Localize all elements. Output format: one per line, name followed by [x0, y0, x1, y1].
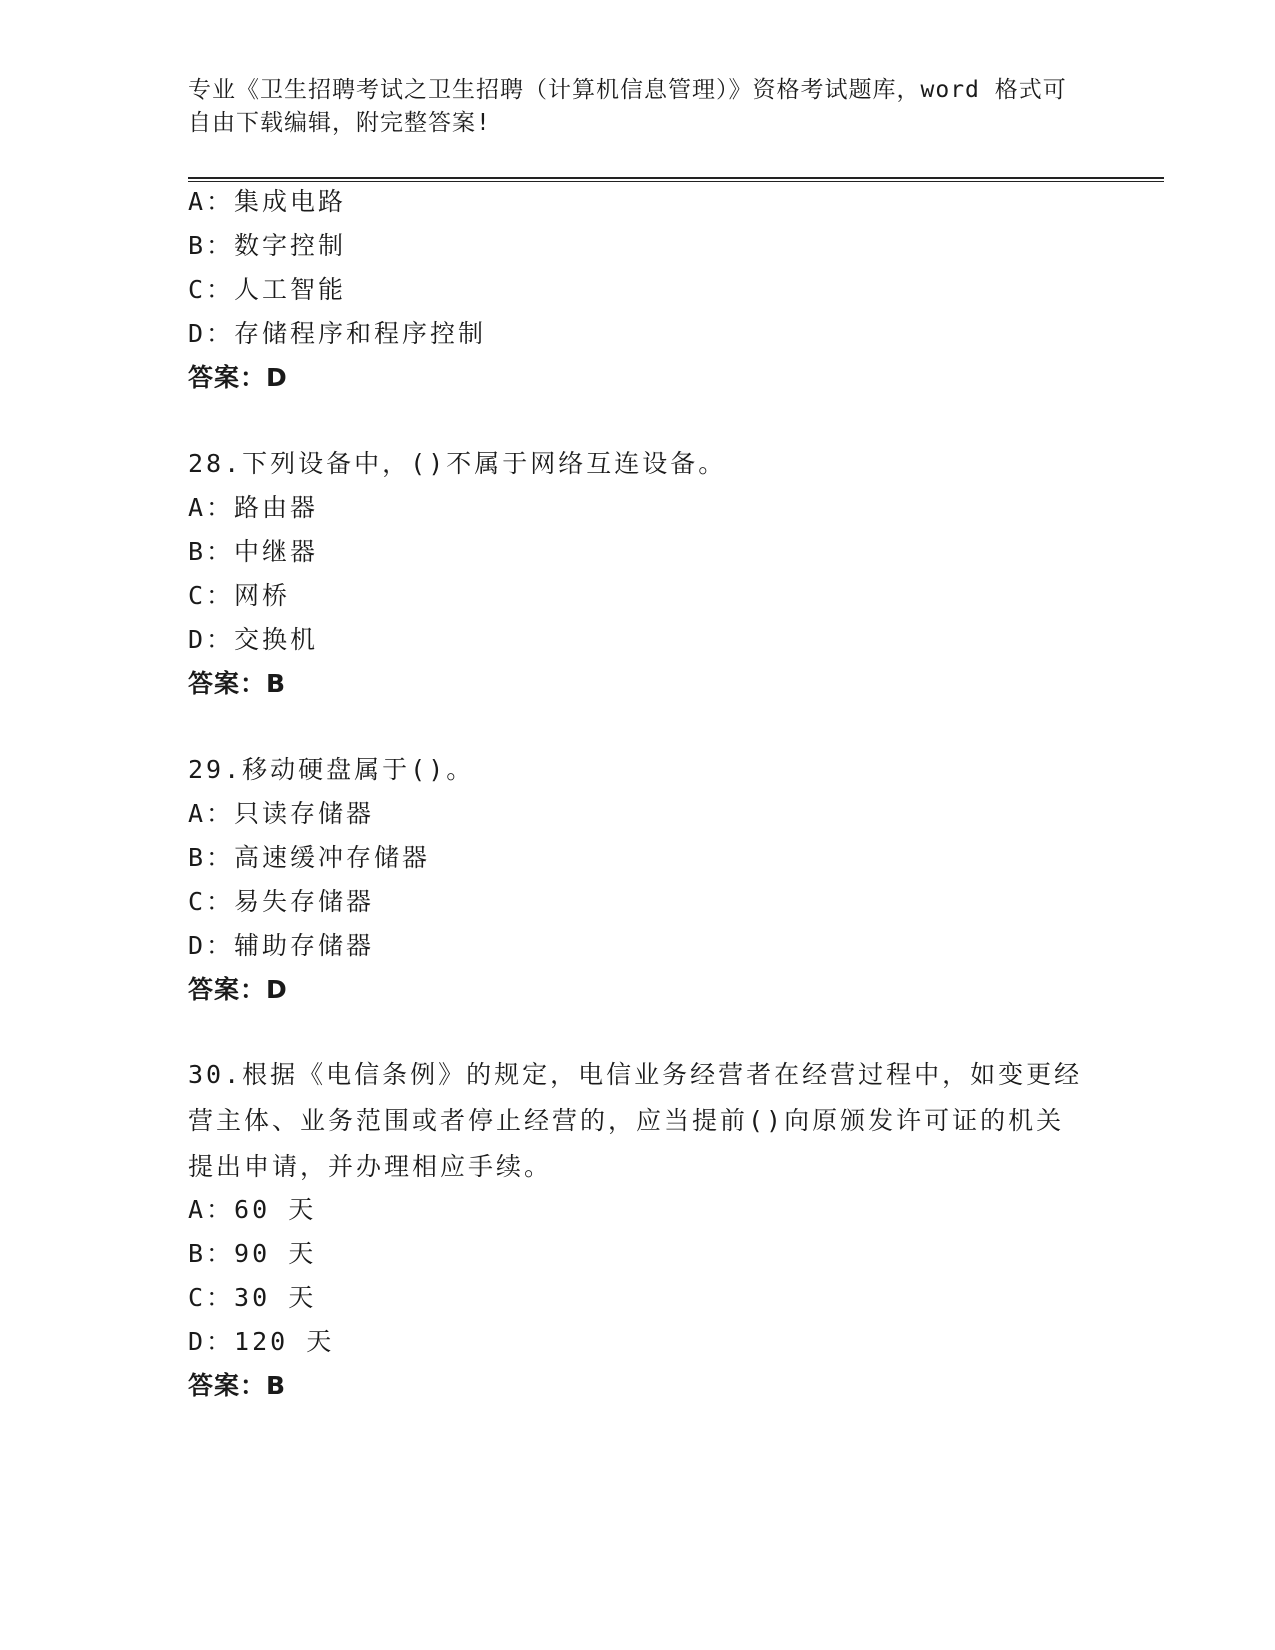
document-header: 专业《卫生招聘考试之卫生招聘（计算机信息管理）》资格考试题库，word 格式可自由下载编辑，附完整答案! — [188, 77, 1067, 136]
q30-answer: 答案：B — [188, 1371, 287, 1400]
q28-answer: 答案：B — [188, 669, 287, 698]
q29-answer: 答案：D — [188, 975, 288, 1004]
q30-option-a: A：60 天 — [188, 1195, 317, 1224]
q29-option-b: B：高速缓冲存储器 — [188, 843, 431, 872]
q29-option-c: C：易失存储器 — [188, 887, 375, 916]
q29-option-a: A：只读存储器 — [188, 799, 375, 828]
q28-option-c: C：网桥 — [188, 581, 291, 610]
q28-option-d: D：交换机 — [188, 625, 319, 654]
q30-option-b: B：90 天 — [188, 1239, 317, 1268]
q29-question: 29.移动硬盘属于()。 — [188, 755, 475, 784]
q27-option-c: C：人工智能 — [188, 275, 347, 304]
q27-answer: 答案：D — [188, 363, 288, 392]
q30-option-d: D：120 天 — [188, 1327, 335, 1356]
q29-option-d: D：辅助存储器 — [188, 931, 375, 960]
q28-option-b: B：中继器 — [188, 537, 319, 566]
q27-option-b: B：数字控制 — [188, 231, 347, 260]
q27-option-a: A：集成电路 — [188, 187, 347, 216]
q28-question: 28.下列设备中，()不属于网络互连设备。 — [188, 449, 727, 478]
q30-question: 30.根据《电信条例》的规定，电信业务经营者在经营过程中，如变更经营主体、业务范围或者停止经营的，应当提前()向原颁发许可证的机关提出申请，并办理相应手续。 — [188, 1060, 1083, 1181]
q30-option-c: C：30 天 — [188, 1283, 317, 1312]
q28-option-a: A：路由器 — [188, 493, 319, 522]
header-divider — [188, 177, 1164, 182]
q27-option-d: D：存储程序和程序控制 — [188, 319, 487, 348]
